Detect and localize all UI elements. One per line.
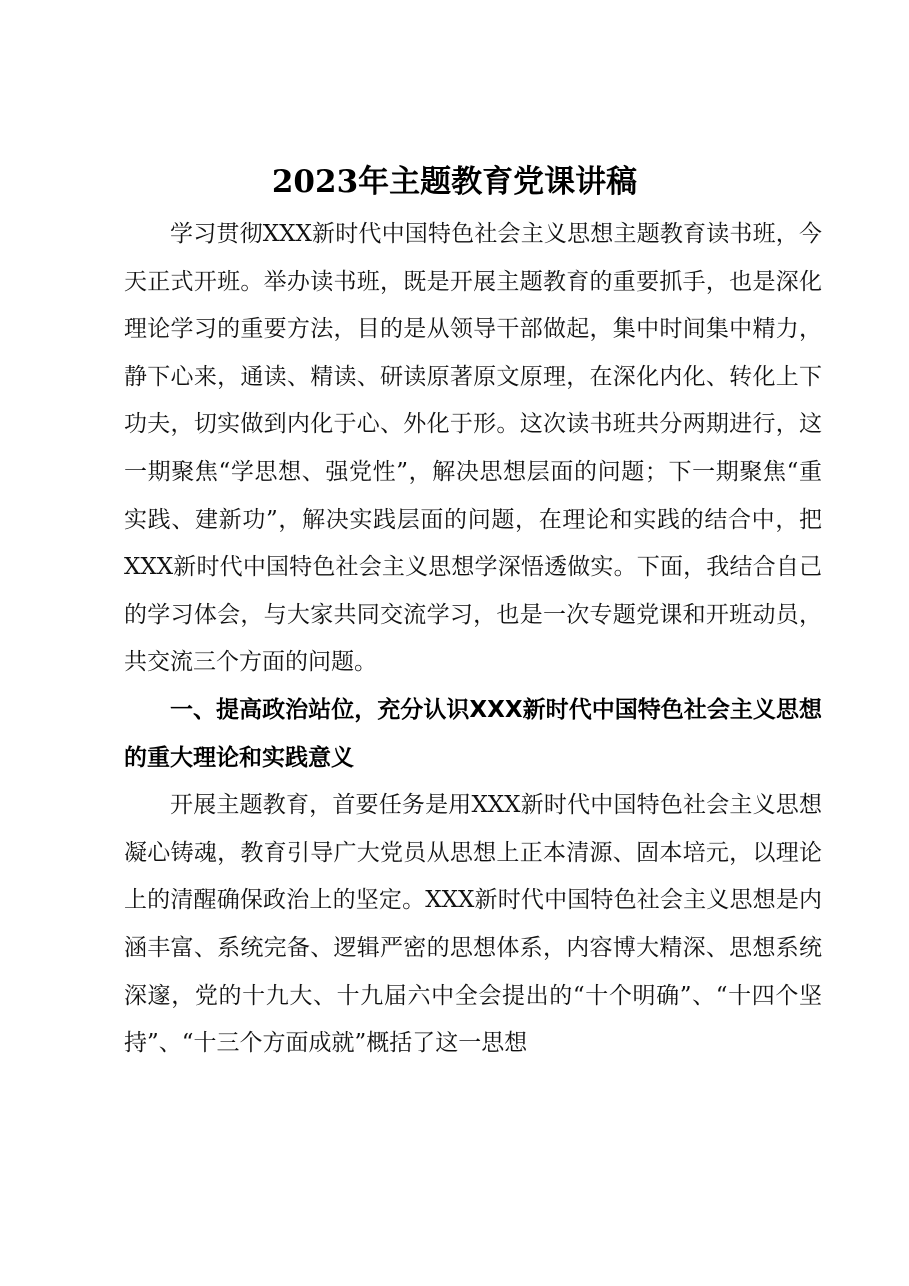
intro-paragraph: 学习贯彻XXX新时代中国特色社会主义思想主题教育读书班，今天正式开班。举办读书班，既是开展主题教育的重要抓手，也是深化理论学习的重要方法，目的是从领导干部做起，集中时间集中精力，静下心来，通读、精读、研读原著原文原理，在深化内化、转化上下功夫，切实做到内化于心、外化于形。这次读书班共分两期进行，这一期聚焦“学思想、强党性”，解决思想层面的问题；下一期聚焦“重实践、建新功”，解决实践层面的问题，在理论和实践的结合中，把XXX新时代中国特色社会主义思想学深悟透做实。下面，我结合自己的学习体会，与大家共同交流学习，也是一次专题党课和开班动员，共交流三个方面的问题。	[124, 221, 822, 676]
document-body	[124, 211, 822, 1068]
section-heading-1: 一、提高政治站位，充分认识XXX新时代中国特色社会主义思想的重大理论和实践意义	[124, 696, 822, 771]
document-title: 2023年主题教育党课讲稿	[271, 164, 638, 200]
section-1-paragraph: 开展主题教育，首要任务是用XXX新时代中国特色社会主义思想凝心铸魂，教育引导广大党员从思想上正本清源、固本培元，以理论上的清醒确保政治上的坚定。XXX新时代中国特色社会主义思想是内涵丰富、系统完备、逻辑严密的思想体系，内容博大精深、思想系统深邃，党的十九大、十九届六中全会提出的“十个明确”、“十四个坚持”、“十三个方面成就”概括了这一思想	[124, 792, 822, 1057]
